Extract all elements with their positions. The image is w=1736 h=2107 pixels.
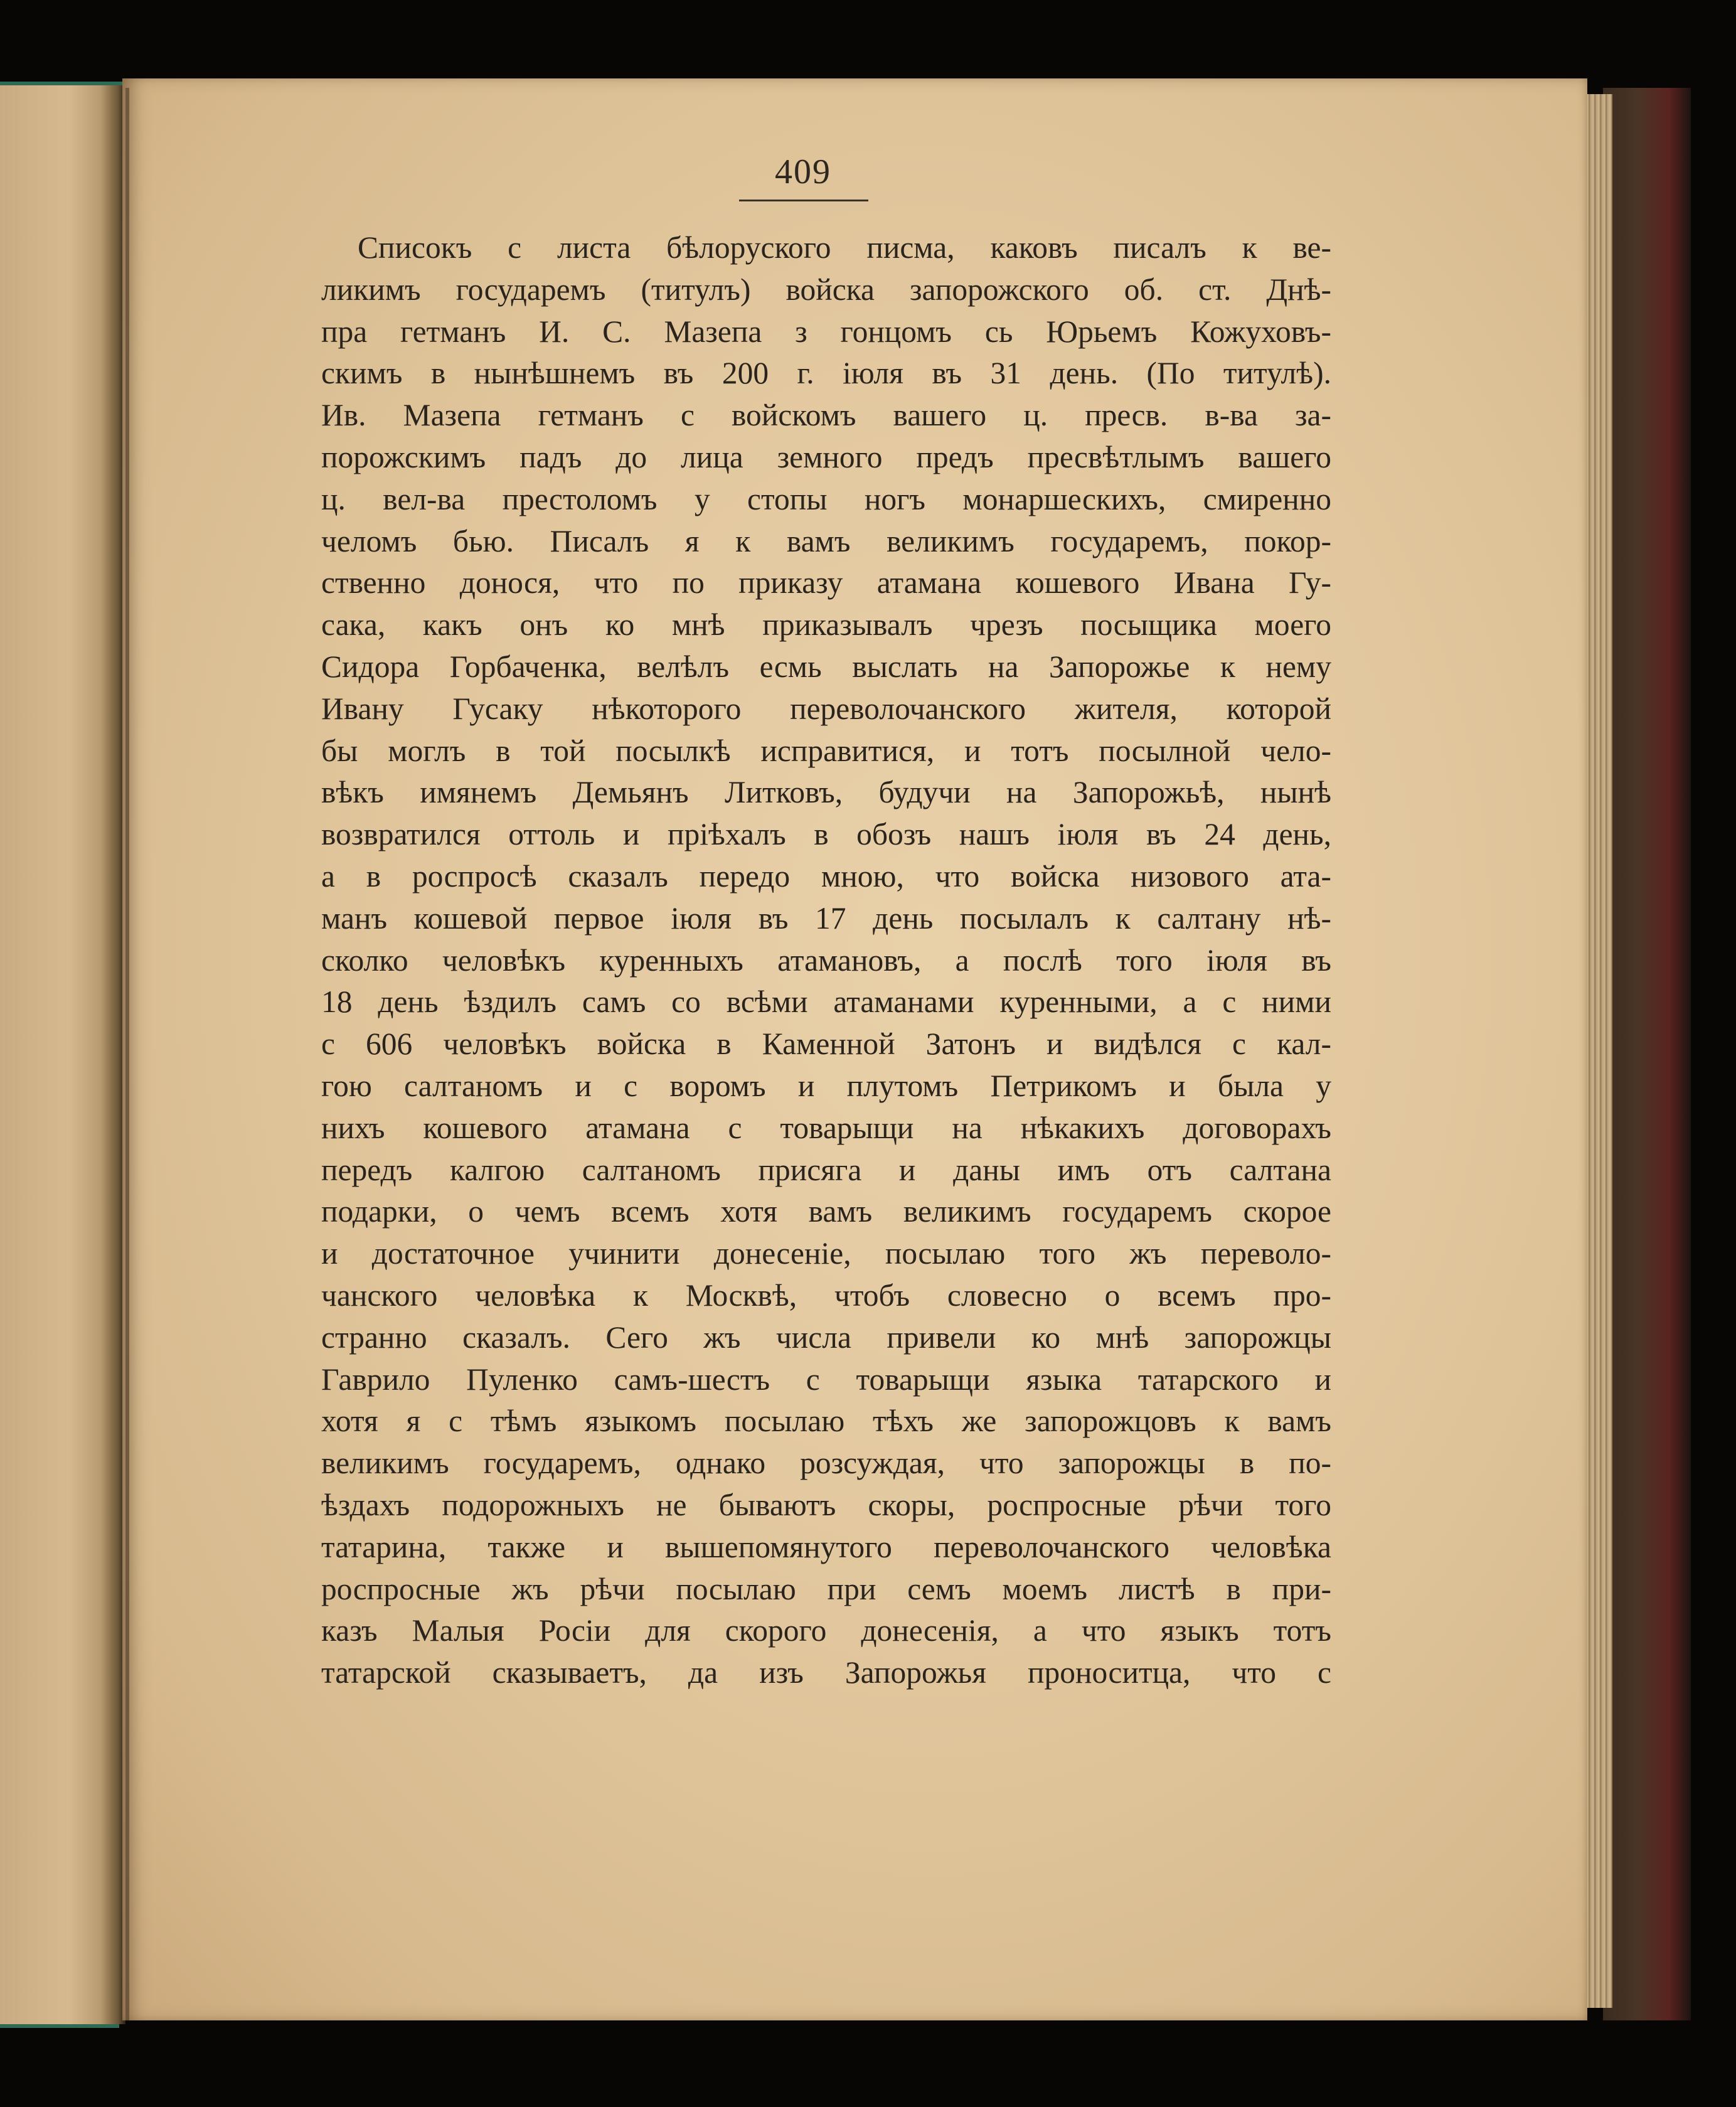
text-line: передъ калгою салтаномъ присяга и даны имъ отъ салтана xyxy=(321,1152,1331,1187)
text-line: 18 день ѣздилъ самъ со всѣми атаманами куренными, а с ними xyxy=(321,984,1331,1020)
text-line: вѣкъ имянемъ Демьянъ Литковъ, будучи на Запорожьѣ, нынѣ xyxy=(321,775,1331,810)
text-line: манъ кошевой первое iюля въ 17 день посылалъ к салтану нѣ- xyxy=(321,900,1331,936)
page-number: 409 xyxy=(775,152,831,191)
text-line: а в роспросѣ сказалъ передо мною, что войска низового ата- xyxy=(321,858,1331,893)
text-line: великимъ государемъ, однако розсуждая, что запорожцы в по- xyxy=(321,1446,1331,1481)
page-gutter xyxy=(125,88,129,2020)
text-line: бы моглъ в той посылкѣ исправитися, и тотъ посылной чело- xyxy=(321,733,1331,768)
text-line: Ивану Гусаку нѣкоторого переволочанского жителя, которой xyxy=(321,691,1331,726)
text-line: татарской сказываетъ, да изъ Запорожья проноситца, что с xyxy=(321,1655,1331,1690)
body-text xyxy=(321,227,1331,1694)
text-line: скимъ в нынѣшнемъ въ 200 г. iюля въ 31 день. (По титулѣ). xyxy=(321,356,1331,391)
text-line: сколко человѣкъ куренныхъ атамановъ, а послѣ того iюля въ xyxy=(321,942,1331,978)
text-line: возвратился оттоль и прiѣхалъ в обозъ нашъ iюля въ 24 день, xyxy=(321,817,1331,852)
text-line: гою салтаномъ и с воромъ и плутомъ Петрикомъ и была у xyxy=(321,1068,1331,1103)
left-page-fragment xyxy=(0,82,125,2024)
text-line: хотя я с тѣмъ языкомъ посылаю тѣхъ же запорожцовъ к вамъ xyxy=(321,1404,1331,1439)
text-line: странно сказалъ. Сего жъ числа привели ко мнѣ запорожцы xyxy=(321,1320,1331,1355)
text-line: порожскимъ падъ до лица земного предъ пресвѣтлымъ вашего xyxy=(321,439,1331,474)
text-line: сака, какъ онъ ко мнѣ приказывалъ чрезъ посыщика моего xyxy=(321,607,1331,643)
text-line: чанского человѣка к Москвѣ, чтобъ словесно о всемъ про- xyxy=(321,1278,1331,1313)
text-line: ц. вел-ва престоломъ у стопы ногъ монаршескихъ, смиренно xyxy=(321,481,1331,516)
text-line: челомъ бью. Писалъ я к вамъ великимъ государемъ, покор- xyxy=(321,523,1331,558)
book-cover-edge xyxy=(1603,88,1691,2020)
header-rule xyxy=(739,200,868,201)
text-line: ѣздахъ подорожныхъ не бываютъ скоры, роспросные рѣчи того xyxy=(321,1487,1331,1522)
text-line: ственно донося, что по приказу атамана кошевого Ивана Гу- xyxy=(321,565,1331,600)
text-line: с 606 человѣкъ войска в Каменной Затонъ и видѣлся с кал- xyxy=(321,1027,1331,1062)
text-line: Ив. Мазепа гетманъ с войскомъ вашего ц. пресв. в-ва за- xyxy=(321,398,1331,433)
text-line: татарина, также и вышепомянутого переволочанского человѣка xyxy=(321,1529,1331,1564)
text-line: Списокъ с листа бѣлоруского писма, каковъ писалъ к ве- xyxy=(358,230,1331,265)
text-line: и достаточное учинити донесенiе, посылаю того жъ переволо- xyxy=(321,1236,1331,1271)
text-line: пра гетманъ И. С. Мазепа з гонцомъ сь Юрьемъ Кожуховъ- xyxy=(321,314,1331,349)
text-line: нихъ кошевого атамана с товарыщи на нѣкакихъ договорахъ xyxy=(321,1110,1331,1145)
text-line: подарки, о чемъ всемъ хотя вамъ великимъ государемъ скорое xyxy=(321,1194,1331,1229)
text-line: ликимъ государемъ (титулъ) войска запорожского об. ст. Днѣ- xyxy=(321,272,1331,307)
text-line: казъ Малыя Росiи для скорого донесенiя, а что языкъ тотъ xyxy=(321,1613,1331,1648)
text-line: Гаврило Пуленко самъ-шестъ с товарыщи языка татарского и xyxy=(321,1362,1331,1397)
text-line: роспросные жъ рѣчи посылаю при семъ моемъ листѣ в при- xyxy=(321,1571,1331,1606)
text-line: Сидора Горбаченка, велѣлъ есмь выслать на Запорожье к нему xyxy=(321,649,1331,684)
